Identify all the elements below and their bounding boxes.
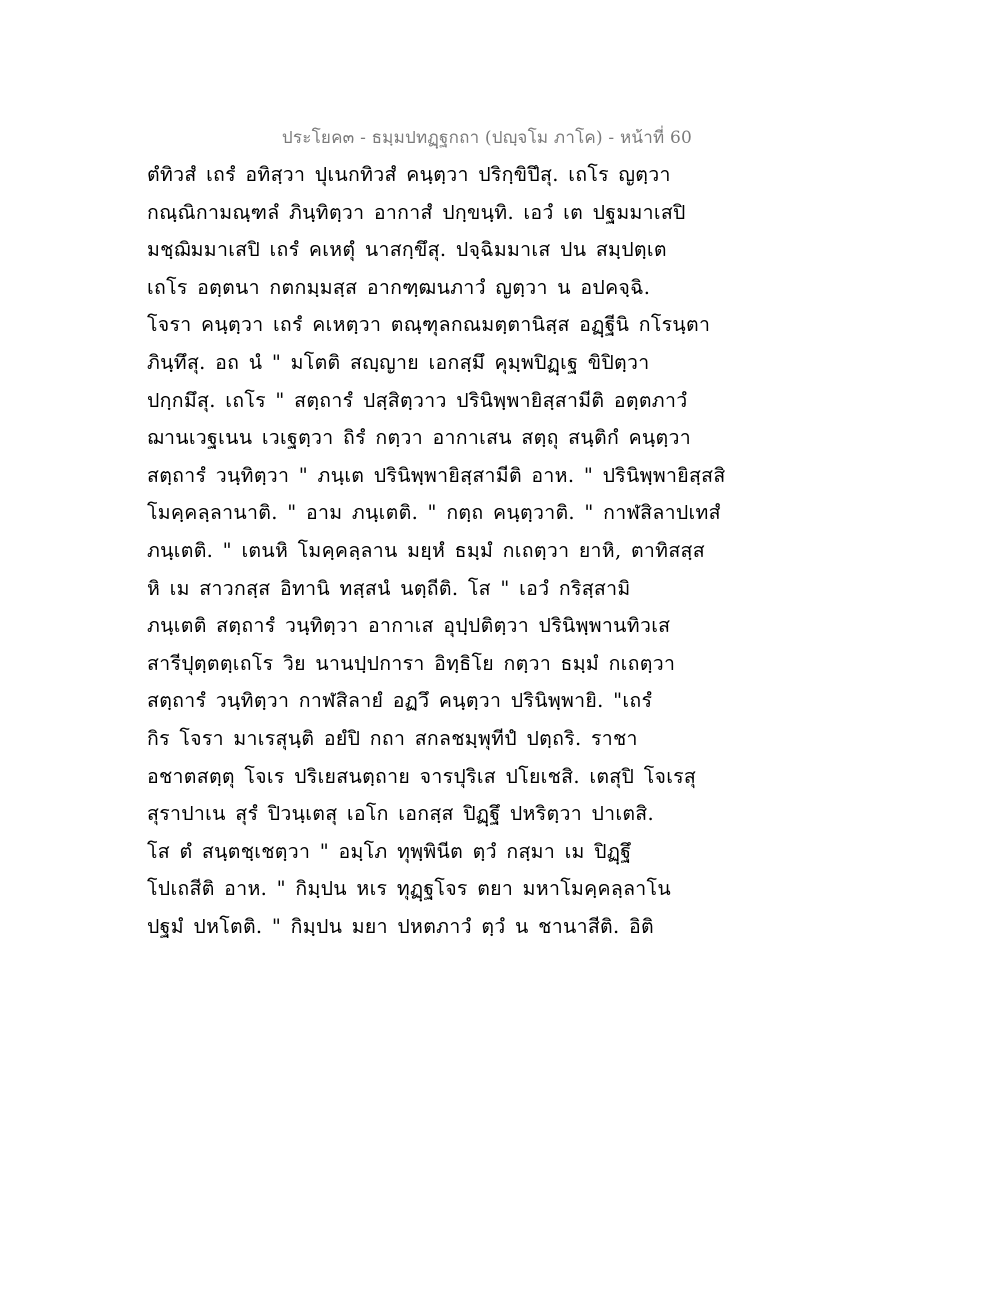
running-header: ประโยค๓ - ธมฺมปทฏฺฐกถา (ปญฺจโม ภาโค) - หน้าที่ 60 [281, 128, 692, 148]
text-line: สตฺถารํ วนฺทิตฺวา " ภนฺเต ปรินิพฺพายิสฺสามีติ อาห. " ปรินิพฺพายิสฺสสิ [147, 463, 726, 487]
text-line: ภินฺทึสุ. อถ นํ " มโตติ สญฺญาย เอกสฺมึ คุมฺพปิฏฺเฐ ขิปิตฺวา [147, 350, 650, 374]
text-line: ปกฺกมึสุ. เถโร " สตฺถารํ ปสฺสิตฺวาว ปรินิพฺพายิสฺสามีติ อตฺตภาวํ [147, 388, 688, 412]
text-line: ภนฺเตติ. " เตนหิ โมคฺคลฺลาน มยฺหํ ธมฺมํ กเถตฺวา ยาหิ, ตาทิสสฺส [147, 538, 705, 562]
text-line: สารีปุตฺตตฺเถโร วิย นานปฺปการา อิทฺธิโย กตฺวา ธมฺมํ กเถตฺวา [147, 651, 676, 675]
text-line: ตํทิวสํ เถรํ อทิสฺวา ปุเนกทิวสํ คนฺตฺวา ปริกฺขิปึสุ. เถโร ญตฺวา [147, 163, 671, 186]
text-line: กิร โจรา มาเรสุนฺติ อยํปิ กถา สกลชมฺพุทีปํ ปตฺถริ. ราชา [147, 726, 638, 750]
text-line: มชฺฌิมมาเสปิ เถรํ คเหตุํ นาสกฺขึสุ. ปจฺฉิมมาเส ปน สมฺปตฺเต [147, 238, 667, 262]
text-line: กณฺณิกามณฺฑลํ ภินฺทิตฺวา อากาสํ ปกฺขนฺทิ. เอวํ เต ปฐมมาเสปิ [147, 200, 686, 224]
text-line: ภนฺเตติ สตฺถารํ วนฺทิตฺวา อากาเส อุปฺปติตฺวา ปรินิพฺพานทิวเส [147, 614, 671, 638]
text-line: อชาตสตฺตุ โจเร ปริเยสนตฺถาย จารปุริเส ปโยเชสิ. เตสุปิ โจเรสุ [147, 764, 697, 788]
body-text [147, 156, 726, 945]
text-line: โส ตํ สนฺตชฺเชตฺวา " อมฺโภ ทุพฺพินีต ตฺวํ กสฺมา เม ปิฏฺฐึ [147, 839, 632, 863]
text-line: โปเถสีติ อาห. " กิมฺปน หเร ทุฏฺฐโจร ตยา มหาโมคฺคลฺลาโน [147, 877, 671, 901]
text-line: โจรา คนฺตฺวา เถรํ คเหตฺวา ตณฺฑุลกณมตฺตานิสฺส อฏฺฐีนิ กโรนฺตา [147, 313, 711, 337]
text-line: ฌานเวฐเนน เวเฐตฺวา ถิรํ กตฺวา อากาเสน สตฺถุ สนฺติกํ คนฺตฺวา [147, 426, 692, 450]
text-line: หิ เม สาวกสฺส อิทานิ ทสฺสนํ นตฺถีติ. โส " เอวํ กริสฺสามิ [147, 576, 631, 600]
text-line: สตฺถารํ วนฺทิตฺวา กาฬสิลายํ อฏวึ คนฺตฺวา ปรินิพฺพายิ. "เถรํ [147, 689, 653, 713]
text-line: ปฐมํ ปหโตติ. " กิมฺปน มยา ปหตภาวํ ตฺวํ น ชานาสีติ. อิติ [147, 914, 654, 938]
text-line: เถโร อตฺตนา กตกมฺมสฺส อากฑฺฒนภาวํ ญตฺวา น อปคจฺฉิ. [147, 275, 651, 299]
text-line: สุราปาเน สุรํ ปิวนฺเตสุ เอโก เอกสฺส ปิฏฺฐึ ปหริตฺวา ปาเตสิ. [147, 802, 654, 826]
text-line: โมคฺคลฺลานาติ. " อาม ภนฺเตติ. " กตฺถ คนฺตฺวาติ. " กาฬสิลาปเทสํ [147, 501, 721, 525]
